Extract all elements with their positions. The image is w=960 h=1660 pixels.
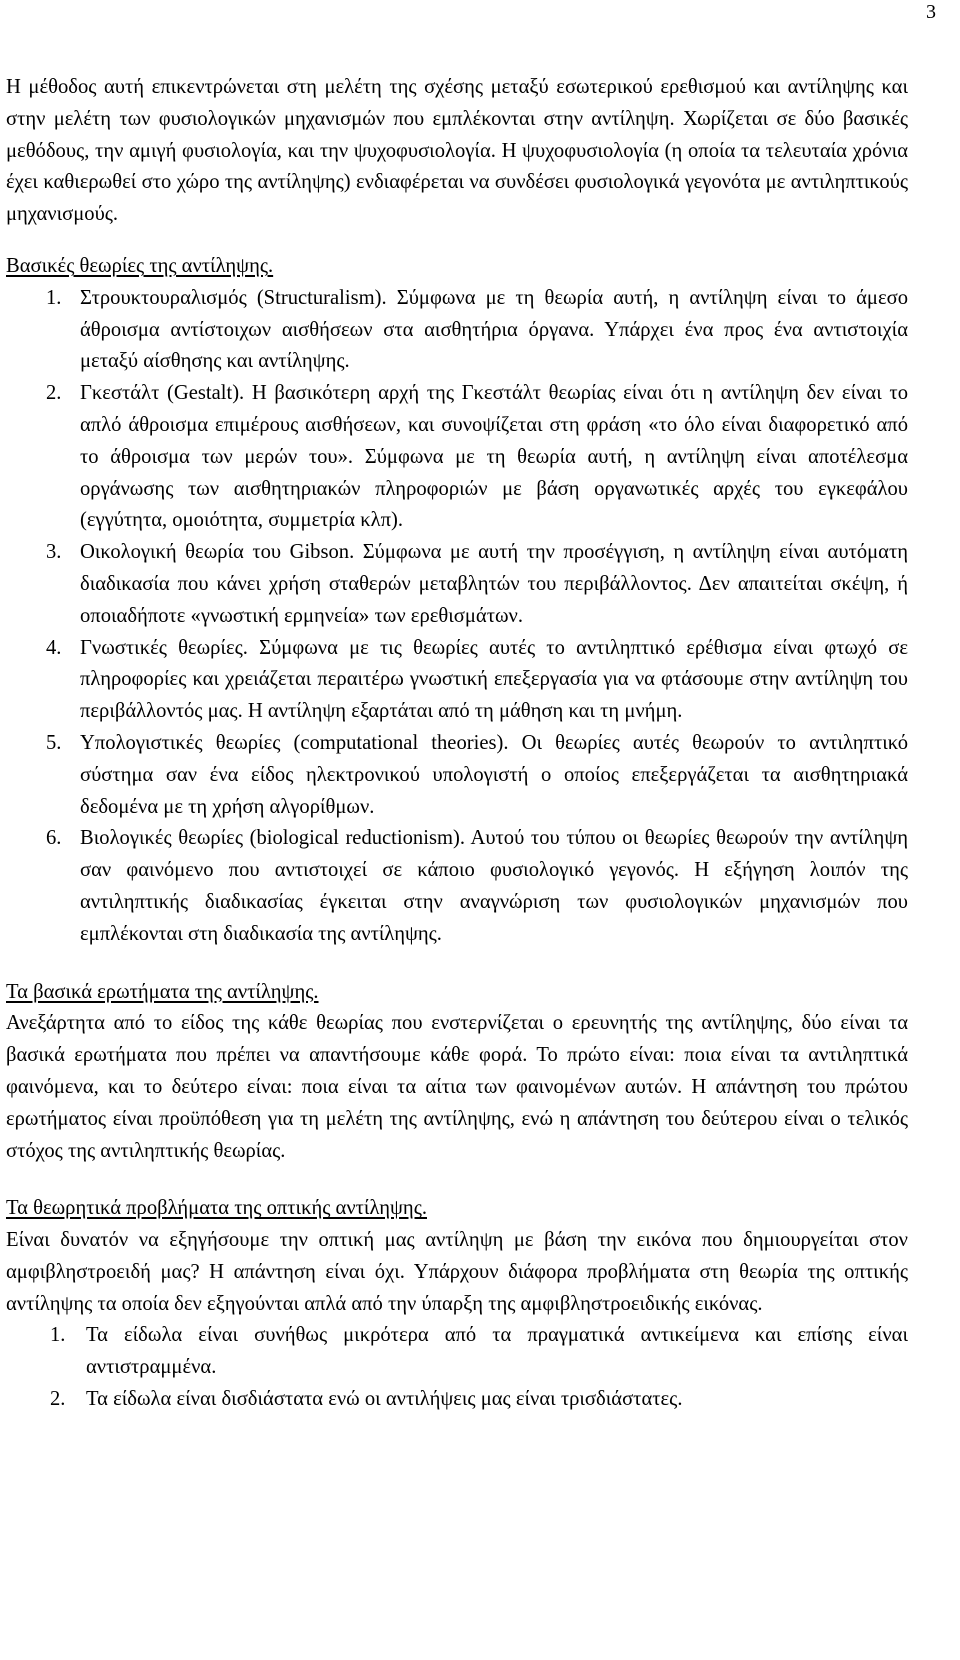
problems-paragraph: Είναι δυνατόν να εξηγήσουμε την οπτική μας αντίληψη με βάση την εικόνα που δημιουργείται στον αμφιβληστροειδή μας? Η απάντηση είναι όχι. Υπάρχουν διάφορα προβλήματα στη θεωρία της οπτικής αντίληψης τα οποία δεν εξηγούνται απλά από την ύπαρξη της αμφιβληστροειδικής εικόνας. xyxy=(6,1229,908,1315)
list-item-text: Υπολογιστικές θεωρίες (computational theories). Οι θεωρίες αυτές θεωρούν το αντιληπτικό σύστημα σαν ένα είδος ηλεκτρονικού υπολογιστή ο οποίος επεξεργάζεται τα αισθητηριακά δεδομένα με τη χρήση αλγορίθμων. xyxy=(80,731,908,818)
document-body xyxy=(6,72,908,1416)
theory-item-6 xyxy=(6,823,908,950)
theories-heading: Βασικές θεωρίες της αντίληψης. xyxy=(6,254,274,277)
problem-item-2 xyxy=(6,1384,908,1416)
spacer xyxy=(6,231,908,251)
theory-item-5 xyxy=(6,728,908,823)
spacer xyxy=(6,951,908,977)
questions-heading: Τα βασικά ερωτήματα της αντίληψης. xyxy=(6,980,319,1003)
list-item-text: Γνωστικές θεωρίες. Σύμφωνα με τις θεωρίες αυτές το αντιληπτικό ερέθισμα είναι φτωχό σε πληροφορίες και χρειάζεται περαιτέρω γνωστική επεξεργασία για να φτάσουμε στην αντίληψη του περιβάλλοντός μας. Η αντίληψη εξαρτάται από τη μάθηση και τη μνήμη. xyxy=(80,636,908,723)
problems-heading: Τα θεωρητικά προβλήματα της οπτικής αντίληψης. xyxy=(6,1197,427,1220)
list-number: 1. xyxy=(50,1324,66,1347)
problem-item-1 xyxy=(6,1320,908,1384)
list-number: 5. xyxy=(46,731,62,754)
list-number: 2. xyxy=(46,382,62,405)
list-number: 6. xyxy=(46,827,62,850)
page-number: 3 xyxy=(926,1,936,23)
list-item-text: Βιολογικές θεωρίες (biological reductionism). Αυτού του τύπου οι θεωρίες θεωρούν την αντίληψη σαν φαινόμενο που αντιστοιχεί σε κάποιο φυσιολογικό γεγονός. Η εξήγηση λοιπόν της αντιληπτικής διαδικασίας έγκειται στην αναγνώριση των φυσιολογικών μηχανισμών που εμπλέκονται στη διαδικασία της αντίληψης. xyxy=(80,827,908,945)
list-number: 3. xyxy=(46,541,62,564)
list-number: 4. xyxy=(46,636,62,659)
theory-item-2 xyxy=(6,378,908,537)
list-item-text: Τα είδωλα είναι συνήθως μικρότερα από τα πραγματικά αντικείμενα και επίσης είναι αντιστραμμένα. xyxy=(86,1324,908,1379)
problems-list xyxy=(6,1320,908,1415)
list-number: 2. xyxy=(50,1388,66,1411)
theory-item-1 xyxy=(6,283,908,378)
questions-paragraph: Ανεξάρτητα από το είδος της κάθε θεωρίας που ενστερνίζεται ο ερευνητής της αντίληψης, δύο είναι τα βασικά ερωτήματα που πρέπει να απαντήσουμε κάθε φορά. Το πρώτο είναι: ποια είναι τα αντιληπτικά φαινόμενα, και το δεύτερο είναι: ποια είναι τα αίτια των φαινομένων αυτών. Η απάντηση του πρώτου ερωτήματος είναι προϋπόθεση για τη μελέτη της αντίληψης, ενώ η απάντηση του δεύτερου είναι ο τελικός στόχος της αντιληπτικής θεωρίας. xyxy=(6,1012,908,1162)
list-item-text: Οικολογική θεωρία του Gibson. Σύμφωνα με αυτή την προσέγγιση, η αντίληψη είναι αυτόματη διαδικασία που κάνει χρήση σταθερών μεταβλητών του περιβάλλοντος. Δεν απαιτείται σκέψη, ή οποιαδήποτε «γνωστική ερμηνεία» των ερεθισμάτων. xyxy=(80,541,908,627)
spacer xyxy=(6,1167,908,1193)
theories-list xyxy=(6,283,908,951)
list-item-text: Γκεστάλτ (Gestalt). Η βασικότερη αρχή της Γκεστάλτ θεωρίας είναι ότι η αντίληψη δεν είναι το απλό άθροισμα επιμέρους αισθήσεων, και συνοψίζεται στη φράση «το όλο είναι διαφορετικό από το άθροισμα των μερών του». Σύμφωνα με τη θεωρία αυτή, η αντίληψη είναι αποτέλεσμα οργάνωσης των αισθητηριακών πληροφοριών με βάση οργανωτικές αρχές του εγκεφάλου (εγγύτητα, ομοιότητα, συμμετρία κλπ). xyxy=(80,382,908,532)
list-item-text: Τα είδωλα είναι δισδιάστατα ενώ οι αντιλήψεις μας είναι τρισδιάστατες. xyxy=(86,1388,683,1411)
theory-item-4 xyxy=(6,633,908,728)
list-item-text: Στρουκτουραλισμός (Structuralism). Σύμφωνα με τη θεωρία αυτή, η αντίληψη είναι το άμεσο άθροισμα αντίστοιχων αισθήσεων στα αισθητήρια όργανα. Υπάρχει ένα προς ένα αντιστοιχία μεταξύ αίσθησης και αντίληψης. xyxy=(80,286,908,373)
intro-paragraph: Η μέθοδος αυτή επικεντρώνεται στη μελέτη της σχέσης μεταξύ εσωτερικού ερεθισμού και αντίληψης και στην μελέτη των φυσιολογικών μηχανισμών που εμπλέκονται στην αντίληψη. Χωρίζεται σε δύο βασικές μεθόδους, την αμιγή φυσιολογία, και την ψυχοφυσιολογία. Η ψυχοφυσιολογία (η οποία τα τελευταία χρόνια έχει καθιερωθεί στο χώρο της αντίληψης) ενδιαφέρεται να συνδέσει φυσιολογικά γεγονότα με αντιληπτικούς μηχανισμούς. xyxy=(6,76,908,226)
theory-item-3 xyxy=(6,537,908,632)
list-number: 1. xyxy=(46,286,62,309)
